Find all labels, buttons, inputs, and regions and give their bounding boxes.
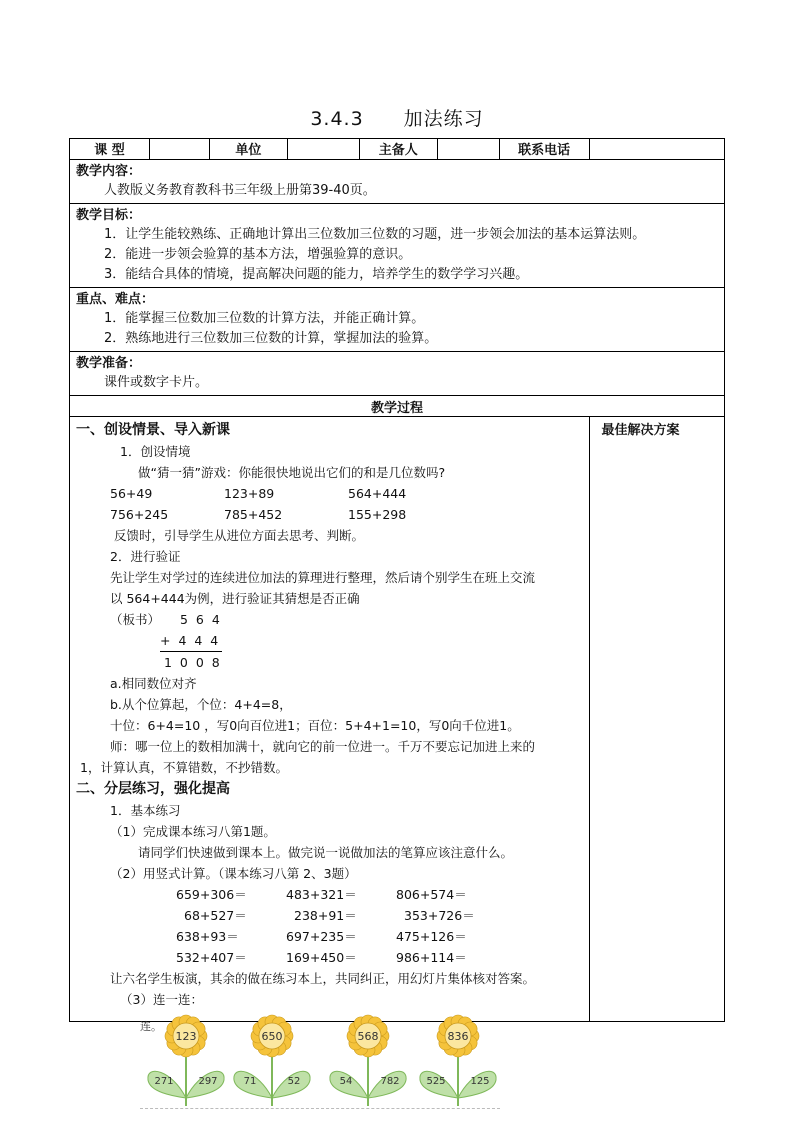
calc-row	[76, 905, 583, 926]
exercise-2: （2）用竖式计算。（课本练习八第 2、3题）	[110, 866, 357, 881]
guess-cell: 756+245	[110, 507, 169, 522]
flower-number: 836	[447, 1030, 469, 1043]
exercise-1-desc: 请同学们快速做到课本上。做完说一说做加法的笔算应该注意什么。	[138, 845, 514, 860]
key-item: 2．熟练地进行三位数加三位数的计算，掌握加法的验算。	[104, 331, 438, 346]
goals-heading: 教学目标：	[76, 208, 142, 223]
teacher-2: 1，计算认真，不算错数，不抄错数。	[80, 760, 288, 775]
calc-cell: 353+726＝	[404, 908, 475, 923]
calc-cell: 238+91＝	[294, 908, 357, 923]
content-text: 人教版义务教育教科书三年级上册第39-40页。	[104, 183, 376, 198]
guess-row	[76, 504, 583, 525]
title-number: 3.4.3	[310, 108, 364, 130]
flower-number: 123	[175, 1030, 197, 1043]
calc-cell: 697+235＝	[286, 929, 357, 944]
calc-cell: 638+93＝	[176, 929, 239, 944]
best-solution: 最佳解决方案	[589, 417, 724, 1022]
phone-label: 联系电话	[499, 139, 589, 160]
connect-flowers	[140, 1014, 500, 1114]
lesson-plan-table	[69, 138, 725, 1022]
prep-row	[70, 352, 725, 396]
s1-sub1: 1．创设情境	[120, 444, 191, 459]
process-row	[70, 417, 725, 1022]
flowers-graphic	[140, 1014, 500, 1110]
calc-row	[76, 884, 583, 905]
phone-value	[589, 139, 724, 160]
calc-cell: 483+321＝	[286, 887, 357, 902]
s1-sub2: 2．进行验证	[110, 549, 181, 564]
vertical-result: 1 0 0 8	[164, 655, 222, 670]
exercise-2-desc: 让六名学生板演，其余的做在练习本上，共同纠正，用幻灯片集体核对答案。	[110, 971, 536, 986]
process-heading-row	[70, 396, 725, 417]
type-label: 课 型	[70, 139, 150, 160]
vertical-calc	[76, 609, 583, 673]
guess-cell: 155+298	[348, 507, 407, 522]
s1-game: 做“猜一猜”游戏：你能很快地说出它们的和是几位数吗?	[138, 465, 446, 480]
leaf-number: 54	[339, 1076, 353, 1087]
flowers-label: 连。	[140, 1020, 162, 1033]
calc-cell: 806+574＝	[396, 887, 467, 902]
guess-row	[76, 483, 583, 504]
leaf-number: 525	[426, 1076, 446, 1087]
s2-sub1: 1．基本练习	[110, 803, 181, 818]
vertical-top: 5 6 4	[180, 612, 222, 627]
process-heading: 教学过程	[70, 396, 725, 417]
teacher-1: 师：哪一位上的数相加满十，就向它的前一位进一。千万不要忘记加进上来的	[110, 739, 536, 754]
verify-2: 以 564+444为例，进行验证其猜想是否正确	[110, 591, 360, 606]
calc-row	[76, 947, 583, 968]
content-heading: 教学内容：	[76, 164, 142, 179]
guess-cell: 785+452	[224, 507, 283, 522]
keys-heading: 重点、难点：	[76, 292, 155, 307]
unit-label: 单位	[209, 139, 287, 160]
content-row	[70, 160, 725, 204]
step-b: b.从个位算起，个位：4+4=8，	[110, 697, 292, 712]
calc-cell: 475+126＝	[396, 929, 467, 944]
unit-value	[287, 139, 359, 160]
feedback: 反馈时，引导学生从进位方面去思考、判断。	[114, 528, 365, 543]
calc-row	[76, 926, 583, 947]
calc-cell: 532+407＝	[176, 950, 247, 965]
goal-item: 2．能进一步领会验算的基本方法，增强验算的意识。	[104, 247, 412, 262]
author-value	[437, 139, 499, 160]
section-2-title: 二、分层练习，强化提高	[76, 781, 230, 797]
leaf-number: 297	[198, 1076, 218, 1087]
key-item: 1．能掌握三位数加三位数的计算方法，并能正确计算。	[104, 311, 425, 326]
leaf-number: 52	[287, 1076, 301, 1087]
calc-cell: 169+450＝	[286, 950, 357, 965]
keys-row	[70, 288, 725, 352]
page-title	[0, 104, 794, 131]
calc-cell: 659+306＝	[176, 887, 247, 902]
header-row	[70, 139, 725, 160]
leaf-number: 271	[154, 1076, 174, 1087]
process-body	[70, 417, 590, 1022]
goals-row	[70, 204, 725, 288]
dotted-line	[140, 1108, 500, 1109]
step-a: a.相同数位对齐	[110, 676, 197, 691]
exercise-3: （3）连一连：	[120, 992, 203, 1007]
leaf-number: 71	[243, 1076, 257, 1087]
step-c: 十位：6+4=10 ，写0向百位进1；百位：5+4+1=10，写0向千位进1。	[110, 718, 520, 733]
prep-text: 课件或数字卡片。	[104, 375, 209, 390]
exercise-1: （1）完成课本练习八第1题。	[110, 824, 276, 839]
board-label: （板书）	[110, 612, 161, 627]
leaf-number: 782	[380, 1076, 400, 1087]
verify-1: 先让学生对学过的连续进位加法的算理进行整理，然后请个别学生在班上交流	[110, 570, 536, 585]
author-label: 主备人	[359, 139, 437, 160]
prep-heading: 教学准备：	[76, 356, 142, 371]
guess-cell: 564+444	[348, 486, 407, 501]
calc-cell: 68+527＝	[184, 908, 247, 923]
goal-item: 3．能结合具体的情境，提高解决问题的能力，培养学生的数学学习兴趣。	[104, 267, 529, 282]
calc-cell: 986+114＝	[396, 950, 467, 965]
guess-cell: 123+89	[224, 486, 275, 501]
vertical-add: + 4 4 4	[160, 633, 221, 648]
type-value	[149, 139, 209, 160]
title-text: 加法练习	[403, 108, 484, 130]
leaf-number: 125	[470, 1076, 490, 1087]
section-1-title: 一、创设情景、导入新课	[76, 422, 230, 438]
guess-cell: 56+49	[110, 486, 153, 501]
flower-number: 650	[261, 1030, 283, 1043]
goal-item: 1．让学生能较熟练、正确地计算出三位数加三位数的习题，进一步领会加法的基本运算法则。	[104, 227, 646, 242]
flower-number: 568	[357, 1030, 379, 1043]
